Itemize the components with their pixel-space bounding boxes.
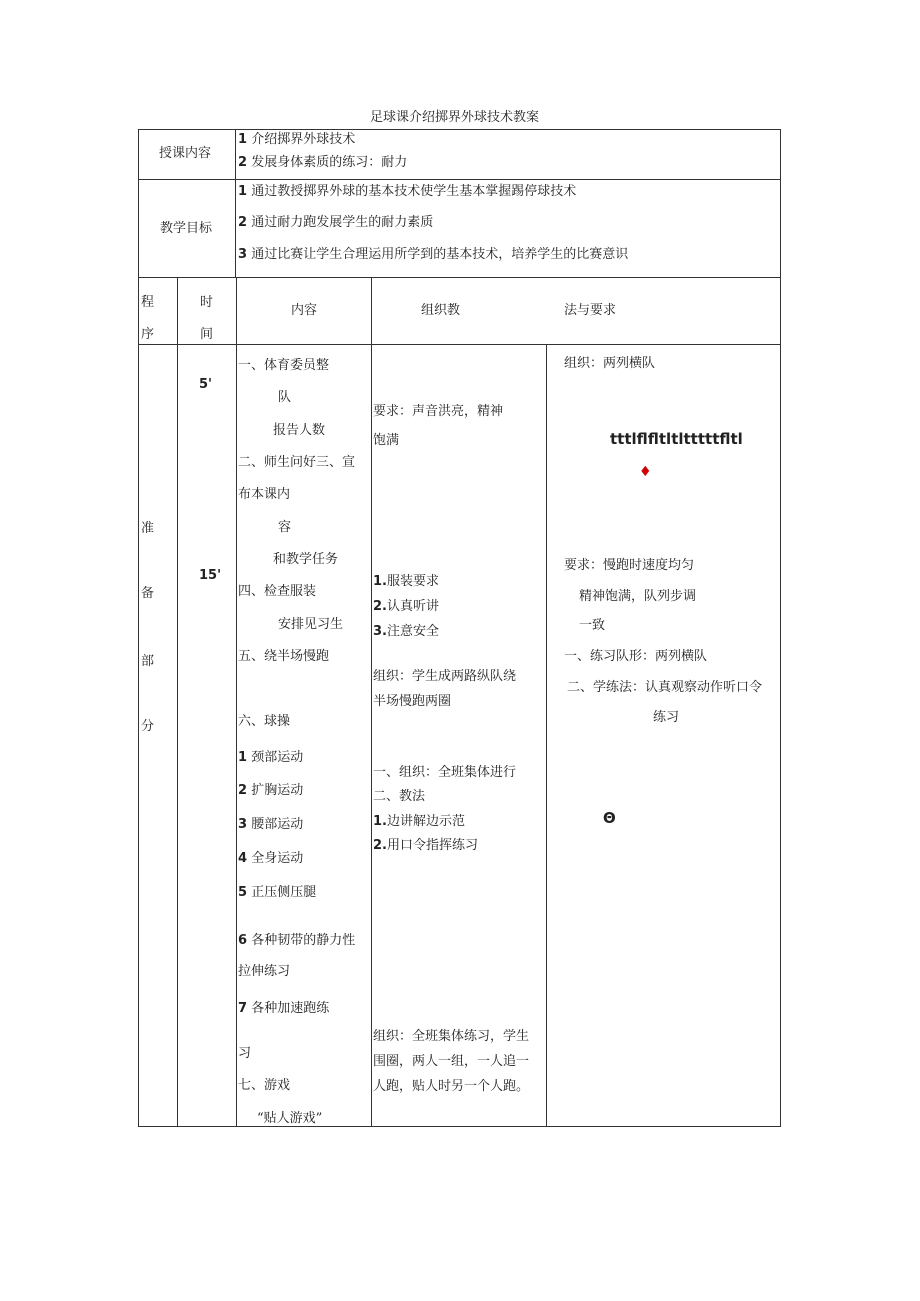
content-line: 和教学任务: [273, 552, 339, 567]
content-line: 习: [238, 1046, 252, 1061]
method-line: 组织：全班集体练习，学生: [373, 1029, 530, 1044]
method-item: 1.服装要求: [373, 574, 439, 589]
section-char: 部: [141, 654, 155, 669]
time-value: 15': [199, 568, 222, 583]
method-line: 人跑，贴人时另一个人跑。: [373, 1079, 530, 1094]
exercise-item: 4 全身运动: [238, 851, 304, 866]
teacher-marker-icon: ♦: [639, 464, 652, 480]
formation-diagram: tttlflfltltltttttfltl: [610, 430, 743, 448]
requirement-line: 要求：慢跑时速度均匀: [564, 558, 695, 573]
requirement-line: 一致: [579, 618, 606, 633]
method-line: 二、教法: [373, 789, 426, 804]
teaching-goals-label: 教学目标: [160, 221, 213, 236]
content-line: 拉伸练习: [238, 964, 291, 979]
table-rule: [177, 277, 178, 1127]
exercise-item: 7 各种加速跑练: [238, 1001, 330, 1016]
header-procedure: 序: [141, 327, 155, 342]
method-item: 3.注意安全: [373, 624, 439, 639]
method-line: 半场慢跑两圈: [373, 694, 452, 709]
requirement-line: 练习: [653, 710, 680, 725]
method-line: 组织：学生成两路纵队绕: [373, 669, 517, 684]
section-char: 备: [141, 586, 155, 601]
content-line: 报告人数: [273, 423, 326, 438]
content-line: 一、体育委员整: [238, 358, 330, 373]
header-time: 间: [200, 327, 214, 342]
teaching-goal-item: 3 通过比赛让学生合理运用所学到的基本技术，培养学生的比赛意识: [238, 247, 629, 262]
teaching-content-item: 1 介绍掷界外球技术: [238, 132, 356, 147]
table-rule: [546, 344, 547, 1127]
content-line: “贴人游戏”: [257, 1111, 323, 1126]
table-border-bottom: [138, 1126, 781, 1127]
header-time: 时: [200, 295, 214, 310]
table-rule: [138, 344, 781, 345]
exercise-item: 3 腰部运动: [238, 817, 304, 832]
requirement-line: 二、学练法：认真观察动作听口令: [567, 680, 763, 695]
page-title: 足球课介绍掷界外球技术教案: [370, 110, 540, 125]
content-line: 队: [278, 390, 292, 405]
header-organization: 法与要求: [564, 303, 617, 318]
method-line: 要求：声音洪亮，精神: [373, 404, 504, 419]
requirement-line: 组织：两列横队: [564, 356, 656, 371]
exercise-item: 1 颈部运动: [238, 750, 304, 765]
exercise-item: 6 各种韧带的静力性: [238, 933, 356, 948]
section-char: 分: [141, 719, 155, 734]
content-line: 二、师生问好三、宣: [238, 455, 356, 470]
teaching-goal-item: 1 通过教授掷界外球的基本技术使学生基本掌握踢停球技术: [238, 184, 577, 199]
content-line: 容: [278, 520, 292, 535]
content-line: 六、球操: [238, 714, 291, 729]
header-organization: 组织教: [421, 303, 461, 318]
table-border-left: [138, 129, 139, 1127]
table-border-right: [780, 129, 781, 1127]
method-item: 2.用口令指挥练习: [373, 838, 478, 853]
exercise-item: 2 扩胸运动: [238, 783, 304, 798]
method-line: 围圈，两人一组，一人追一: [373, 1054, 530, 1069]
requirement-line: 精神饱满，队列步调: [579, 589, 697, 604]
content-line: 七、游戏: [238, 1078, 291, 1093]
table-rule: [235, 129, 236, 278]
section-char: 准: [141, 521, 155, 536]
table-rule: [371, 277, 372, 1127]
teaching-content-label: 授课内容: [159, 146, 212, 161]
exercise-item: 5 正压侧压腿: [238, 885, 317, 900]
content-line: 五、绕半场慢跑: [238, 649, 330, 664]
circle-formation-icon: Θ: [603, 809, 616, 827]
content-line: 布本课内: [238, 487, 291, 502]
requirement-line: 一、练习队形：两列横队: [564, 649, 708, 664]
content-line: 四、检查服装: [238, 584, 317, 599]
content-line: 安排见习生: [278, 617, 344, 632]
table-rule: [236, 277, 237, 1127]
header-procedure: 程: [141, 295, 155, 310]
teaching-goal-item: 2 通过耐力跑发展学生的耐力素质: [238, 215, 434, 230]
method-line: 饱满: [373, 433, 400, 448]
method-item: 2.认真听讲: [373, 599, 439, 614]
method-line: 一、组织：全班集体进行: [373, 765, 517, 780]
header-content: 内容: [291, 303, 318, 318]
time-value: 5': [199, 377, 213, 392]
method-item: 1.边讲解边示范: [373, 814, 465, 829]
teaching-content-item: 2 发展身体素质的练习：耐力: [238, 155, 408, 170]
